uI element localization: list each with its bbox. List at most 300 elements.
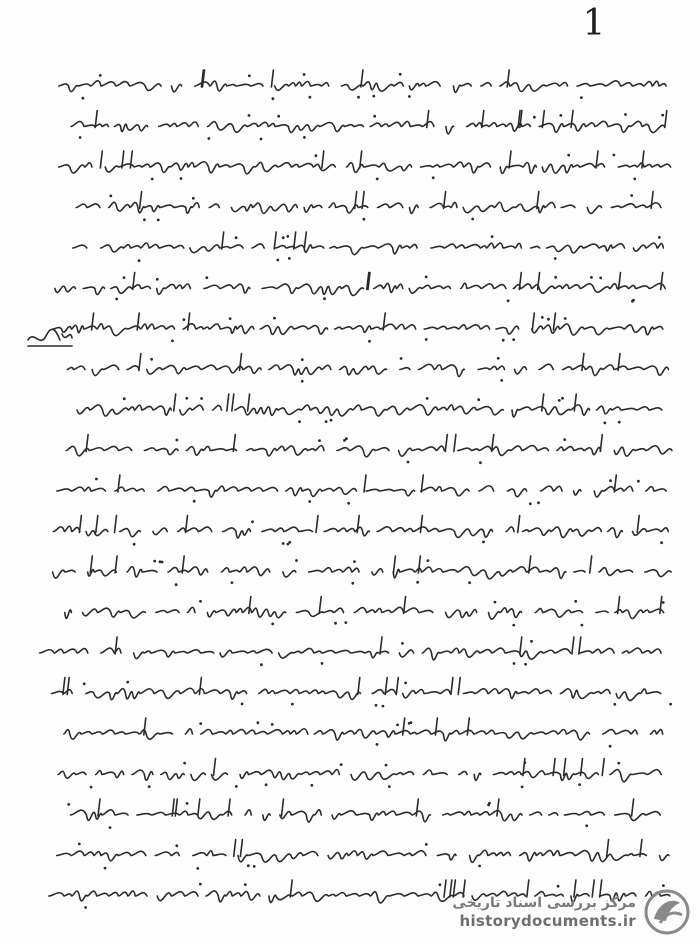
handwritten-dot <box>580 96 583 99</box>
handwritten-dot <box>530 640 533 643</box>
handwritten-dot <box>357 96 360 99</box>
handwritten-line <box>59 70 666 100</box>
handwritten-stroke <box>393 556 395 573</box>
handwritten-line <box>57 475 667 505</box>
handwritten-stroke <box>497 799 499 816</box>
handwritten-stroke <box>482 111 484 128</box>
handwritten-dot <box>282 236 285 239</box>
margin-annotation <box>26 326 74 350</box>
handwritten-dot <box>558 399 561 402</box>
handwritten-dot <box>133 543 136 546</box>
handwritten-line <box>63 232 664 262</box>
handwritten-dot <box>265 783 268 786</box>
handwritten-dot <box>325 420 328 423</box>
handwritten-stroke <box>416 799 418 816</box>
handwritten-stroke <box>214 759 216 776</box>
handwritten-dot <box>425 843 428 846</box>
handwritten-dot <box>609 745 612 748</box>
handwritten-line <box>55 273 665 303</box>
handwritten-dot <box>630 194 633 197</box>
handwritten-dot <box>662 601 665 604</box>
handwritten-stroke <box>637 516 639 533</box>
handwritten-dot <box>79 136 82 139</box>
handwritten-dot <box>482 541 485 544</box>
handwritten-stroke <box>364 475 366 492</box>
handwritten-dot <box>235 785 238 788</box>
handwritten-stroke <box>234 840 236 857</box>
handwritten-dot <box>521 786 524 789</box>
handwritten-dot <box>554 257 557 260</box>
handwritten-stroke <box>607 840 609 857</box>
handwritten-dot <box>385 764 388 767</box>
handwritten-dot <box>229 317 232 320</box>
handwritten-dot <box>340 763 343 766</box>
handwritten-dot <box>150 358 153 361</box>
handwritten-dot <box>425 338 428 341</box>
handwritten-dot <box>581 624 584 627</box>
handwritten-line <box>77 394 662 424</box>
handwritten-stroke <box>614 475 616 492</box>
handwritten-stroke <box>518 516 520 533</box>
handwritten-dot <box>301 358 304 361</box>
handwritten-dot <box>407 461 410 464</box>
handwritten-dot <box>513 662 516 665</box>
handwritten-dot <box>554 276 557 279</box>
handwritten-stroke <box>509 151 511 168</box>
handwritten-line <box>55 354 669 383</box>
handwritten-stroke <box>618 597 620 614</box>
handwritten-dot <box>363 218 366 221</box>
handwritten-dot <box>199 600 202 603</box>
handwritten-line <box>53 516 668 546</box>
handwritten-stroke <box>98 799 100 816</box>
handwritten-dot <box>138 259 141 262</box>
handwritten-stroke <box>403 718 405 735</box>
handwritten-dot <box>507 299 510 302</box>
handwritten-stroke <box>79 516 81 533</box>
handwritten-stroke <box>232 394 234 411</box>
handwritten-stroke <box>63 243 664 255</box>
handwritten-dot <box>309 96 312 99</box>
handwritten-dot <box>303 136 306 139</box>
handwritten-dot <box>244 883 247 886</box>
handwritten-stroke <box>58 770 661 782</box>
handwritten-dot <box>382 705 385 708</box>
handwritten-stroke <box>572 637 574 654</box>
handwritten-dot <box>276 259 279 262</box>
handwritten-stroke <box>322 151 324 168</box>
handwritten-dot <box>303 73 306 76</box>
handwritten-stroke <box>420 516 422 533</box>
handwritten-stroke <box>444 192 446 209</box>
handwritten-dot <box>67 803 70 806</box>
handwritten-dot <box>416 581 419 584</box>
handwritten-dot <box>123 397 126 400</box>
handwritten-dot <box>193 500 196 503</box>
handwritten-dot <box>347 502 350 505</box>
handwritten-dot <box>95 478 98 481</box>
handwritten-line <box>58 799 661 829</box>
handwritten-dot <box>574 600 577 603</box>
handwritten-stroke <box>454 435 456 452</box>
handwritten-stroke <box>665 111 667 128</box>
handwritten-dot <box>590 276 593 279</box>
handwritten-dot <box>637 480 640 483</box>
handwritten-dot <box>241 703 244 706</box>
handwritten-stroke <box>115 556 117 573</box>
handwritten-stroke <box>67 678 69 695</box>
handwritten-dot <box>564 317 567 320</box>
handwritten-stroke <box>458 678 460 695</box>
handwritten-dot <box>399 73 402 76</box>
handwritten-stroke <box>76 202 661 213</box>
handwritten-dot <box>400 357 403 360</box>
handwritten-stroke <box>248 394 250 411</box>
handwritten-dot <box>157 219 160 222</box>
handwritten-dot <box>104 867 107 870</box>
handwritten-dot <box>479 461 482 464</box>
handwritten-stroke <box>274 232 276 249</box>
handwritten-dot <box>148 785 151 788</box>
handwritten-line <box>41 313 663 343</box>
handwritten-dot <box>260 138 263 141</box>
handwritten-dot <box>248 114 251 117</box>
handwritten-dot <box>109 195 112 198</box>
handwritten-dot <box>235 236 238 239</box>
handwritten-dot <box>273 317 276 320</box>
handwritten-dot <box>541 316 544 319</box>
handwritten-dot <box>502 339 505 342</box>
handwritten-dot <box>613 154 616 157</box>
handwritten-line <box>66 435 672 465</box>
handwritten-dot <box>633 178 636 181</box>
handwritten-dot <box>524 663 527 666</box>
handwritten-dot <box>286 235 289 238</box>
handwritten-dot <box>295 559 298 562</box>
handwritten-dot <box>537 501 540 504</box>
handwritten-stroke <box>92 313 94 330</box>
handwritten-stroke <box>602 759 604 776</box>
handwritten-stroke <box>661 273 663 290</box>
handwritten-stroke <box>41 324 663 336</box>
handwritten-stroke <box>118 475 120 492</box>
handwritten-dot <box>272 97 275 100</box>
handwritten-dot <box>372 95 375 98</box>
handwritten-dot <box>396 724 399 727</box>
handwritten-stroke <box>63 678 65 695</box>
handwritten-dot <box>478 865 481 868</box>
handwritten-dot <box>533 116 536 119</box>
handwritten-dot <box>308 500 311 503</box>
handwritten-dot <box>599 277 602 280</box>
handwritten-line <box>50 840 669 870</box>
handwritten-line <box>58 759 661 789</box>
handwritten-stroke <box>532 313 534 330</box>
handwritten-dot <box>282 542 285 545</box>
handwritten-stroke <box>571 111 573 128</box>
handwritten-dot <box>376 743 379 746</box>
handwritten-stroke <box>651 192 653 209</box>
handwritten-stroke <box>574 394 576 411</box>
handwritten-stroke <box>467 718 469 735</box>
handwritten-stroke <box>66 446 672 457</box>
handwritten-dot <box>180 177 183 180</box>
handwritten-dot <box>512 624 515 627</box>
handwritten-dot <box>343 439 346 442</box>
handwritten-dot <box>661 114 664 117</box>
handwritten-dot <box>585 824 588 827</box>
handwritten-dot <box>330 419 333 422</box>
handwritten-dot <box>82 97 85 100</box>
handwritten-dot <box>567 154 570 157</box>
handwritten-dot <box>298 420 301 423</box>
handwritten-dot <box>491 235 494 238</box>
handwritten-dot <box>109 826 112 829</box>
handwritten-dot <box>321 662 324 665</box>
handwritten-dot <box>153 560 156 563</box>
handwritten-stroke <box>316 516 318 533</box>
handwritten-dot <box>156 278 159 281</box>
handwritten-stroke <box>294 232 296 249</box>
handwritten-dot <box>175 844 178 847</box>
handwritten-dot <box>404 682 407 685</box>
handwritten-dot <box>618 421 621 424</box>
handwritten-dot <box>376 178 379 181</box>
handwritten-stroke <box>537 192 539 209</box>
handwritten-dot <box>563 438 566 441</box>
handwritten-stroke <box>115 637 117 654</box>
handwritten-stroke <box>65 607 664 619</box>
handwritten-dot <box>529 502 532 505</box>
handwritten-dot <box>183 318 186 321</box>
handwritten-dot <box>494 601 497 604</box>
handwritten-dot <box>99 74 102 77</box>
handwritten-stroke <box>140 192 142 209</box>
handwritten-dot <box>344 621 347 624</box>
handwritten-line <box>51 151 671 180</box>
handwritten-dot <box>368 340 371 343</box>
handwritten-dot <box>176 439 179 442</box>
handwritten-dot <box>231 581 234 584</box>
handwritten-stroke <box>227 394 229 411</box>
handwritten-stroke <box>53 567 672 579</box>
handwritten-stroke <box>582 354 584 371</box>
handwritten-stroke <box>55 283 665 295</box>
handwritten-stroke <box>355 192 357 209</box>
handwritten-dot <box>123 276 126 279</box>
handwritten-dot <box>353 560 356 563</box>
handwritten-dot <box>561 397 564 400</box>
handwritten-stroke <box>186 516 188 533</box>
handwritten-dot <box>477 398 480 401</box>
handwritten-dot <box>205 276 208 279</box>
handwritten-stroke <box>60 121 665 134</box>
handwritten-line <box>60 111 667 141</box>
handwritten-dot <box>277 115 280 118</box>
handwritten-dot <box>617 762 620 765</box>
handwritten-dot <box>471 218 474 221</box>
handwritten-dot <box>613 703 616 706</box>
handwritten-stroke <box>174 394 176 411</box>
handwritten-stroke <box>590 556 592 573</box>
handwritten-dot <box>185 397 188 400</box>
watermark-text <box>452 894 636 930</box>
handwritten-dot <box>375 704 378 707</box>
handwritten-dot <box>301 380 304 383</box>
handwritten-stroke <box>579 637 581 654</box>
handwritten-stroke <box>240 354 242 371</box>
watermark-title: مرکز بررسی اسناد تاریخی <box>452 895 636 911</box>
handwritten-stroke <box>564 759 566 776</box>
handwritten-dot <box>603 422 606 425</box>
handwritten-dot <box>196 867 199 870</box>
handwritten-dot <box>115 298 118 301</box>
handwritten-stroke <box>40 648 662 660</box>
handwritten-stroke <box>52 688 661 700</box>
handwritten-stroke <box>421 475 423 492</box>
handwritten-line <box>40 637 662 666</box>
handwritten-stroke <box>50 850 669 862</box>
handwritten-line <box>76 192 661 222</box>
handwritten-dot <box>512 338 515 341</box>
handwritten-stroke <box>199 678 201 695</box>
handwritten-dot <box>161 561 164 564</box>
handwritten-dot <box>288 541 291 544</box>
handwritten-line <box>65 597 665 627</box>
handwritten-line <box>52 678 672 708</box>
handwritten-dot <box>208 137 211 140</box>
handwritten-dot <box>315 154 318 157</box>
handwritten-dot <box>578 783 581 786</box>
handwritten-stroke <box>271 70 273 87</box>
handwritten-dot <box>186 802 189 805</box>
handwritten-dot <box>500 379 503 382</box>
handwritten-dot <box>291 703 294 706</box>
handwritten-dot <box>425 276 428 279</box>
handwritten-stroke <box>553 313 555 330</box>
handwritten-stroke <box>139 354 141 371</box>
handwritten-stroke <box>396 678 398 695</box>
handwritten-dot <box>468 581 471 584</box>
handwritten-dot <box>90 786 93 789</box>
handwritten-stroke <box>361 70 363 87</box>
handwritten-dot <box>288 257 291 260</box>
handwritten-dot <box>199 722 202 725</box>
handwritten-dot <box>323 297 326 300</box>
handwritten-stroke <box>404 597 406 614</box>
handwritten-stroke <box>57 486 667 497</box>
page-number: 1 <box>582 3 606 44</box>
handwritten-dot <box>126 681 129 684</box>
handwritten-stroke <box>96 516 98 533</box>
watermark <box>360 886 690 938</box>
handwritten-stroke <box>435 718 437 735</box>
handwritten-dot <box>78 843 81 846</box>
handwritten-dot <box>311 784 314 787</box>
handwritten-dot <box>432 176 435 179</box>
handwritten-stroke <box>520 637 522 654</box>
handwritten-dot <box>609 479 612 482</box>
handwritten-dot <box>547 318 550 321</box>
handwritten-dot <box>624 113 627 116</box>
handwritten-dot <box>401 642 404 645</box>
handwritten-dot <box>351 582 354 585</box>
handwritten-dot <box>334 622 337 625</box>
handwritten-dot <box>253 865 256 868</box>
handwritten-stroke <box>240 840 242 857</box>
handwritten-stroke <box>282 799 284 816</box>
handwritten-dot <box>171 340 174 343</box>
handwritten-stroke <box>188 313 190 330</box>
handwritten-stroke <box>542 394 544 411</box>
handwritten-dot <box>271 723 274 726</box>
handwritten-dot <box>183 762 186 765</box>
archive-emblem-icon <box>644 889 690 935</box>
handwritten-stroke <box>290 880 292 897</box>
handwritten-dot <box>175 583 178 586</box>
handwritten-dot <box>257 721 260 724</box>
handwritten-stroke <box>115 516 117 533</box>
handwritten-stroke <box>59 81 666 93</box>
handwritten-stroke <box>100 151 102 168</box>
handwritten-stroke <box>198 799 200 816</box>
handwritten-line <box>53 556 672 586</box>
handwritten-dot <box>318 439 321 442</box>
handwritten-dot <box>192 197 195 200</box>
handwritten-dot <box>426 397 429 400</box>
handwritten-dot <box>199 883 202 886</box>
handwritten-stroke <box>427 111 429 128</box>
handwritten-dot <box>497 357 500 360</box>
handwritten-dot <box>248 74 251 77</box>
handwritten-stroke <box>451 678 453 695</box>
handwritten-stroke <box>55 364 669 376</box>
handwritten-dot <box>83 682 86 685</box>
handwritten-dot <box>427 559 430 562</box>
handwritten-dot <box>388 785 391 788</box>
handwritten-dot <box>271 623 274 626</box>
handwritten-stroke <box>418 556 420 573</box>
handwritten-stroke <box>53 526 668 538</box>
handwritten-stroke <box>357 516 359 533</box>
watermark-url: historydocuments.ir <box>459 912 636 930</box>
handwritten-stroke <box>600 435 602 452</box>
handwritten-dot <box>658 236 661 239</box>
handwritten-dot <box>559 114 562 117</box>
handwritten-dot <box>260 663 263 666</box>
handwritten-stroke <box>445 435 447 452</box>
handwritten-dot <box>373 115 376 118</box>
handwritten-dot <box>200 397 203 400</box>
handwritten-line <box>53 718 663 748</box>
handwritten-dot <box>631 300 634 303</box>
handwritten-stroke <box>519 273 521 290</box>
handwritten-stroke <box>632 799 634 816</box>
handwritten-stroke <box>319 597 321 614</box>
handwritten-dot <box>84 906 87 909</box>
handwritten-dot <box>247 864 250 867</box>
handwritten-stroke <box>228 799 230 816</box>
handwritten-dot <box>669 703 672 706</box>
handwritten-dot <box>660 541 663 544</box>
handwritten-dot <box>408 95 411 98</box>
handwritten-dot <box>488 802 491 805</box>
handwritten-stroke <box>304 232 306 249</box>
handwritten-dot <box>408 722 411 725</box>
handwritten-dot <box>143 218 146 221</box>
handwritten-dot <box>251 520 254 523</box>
handwritten-stroke <box>58 810 661 822</box>
